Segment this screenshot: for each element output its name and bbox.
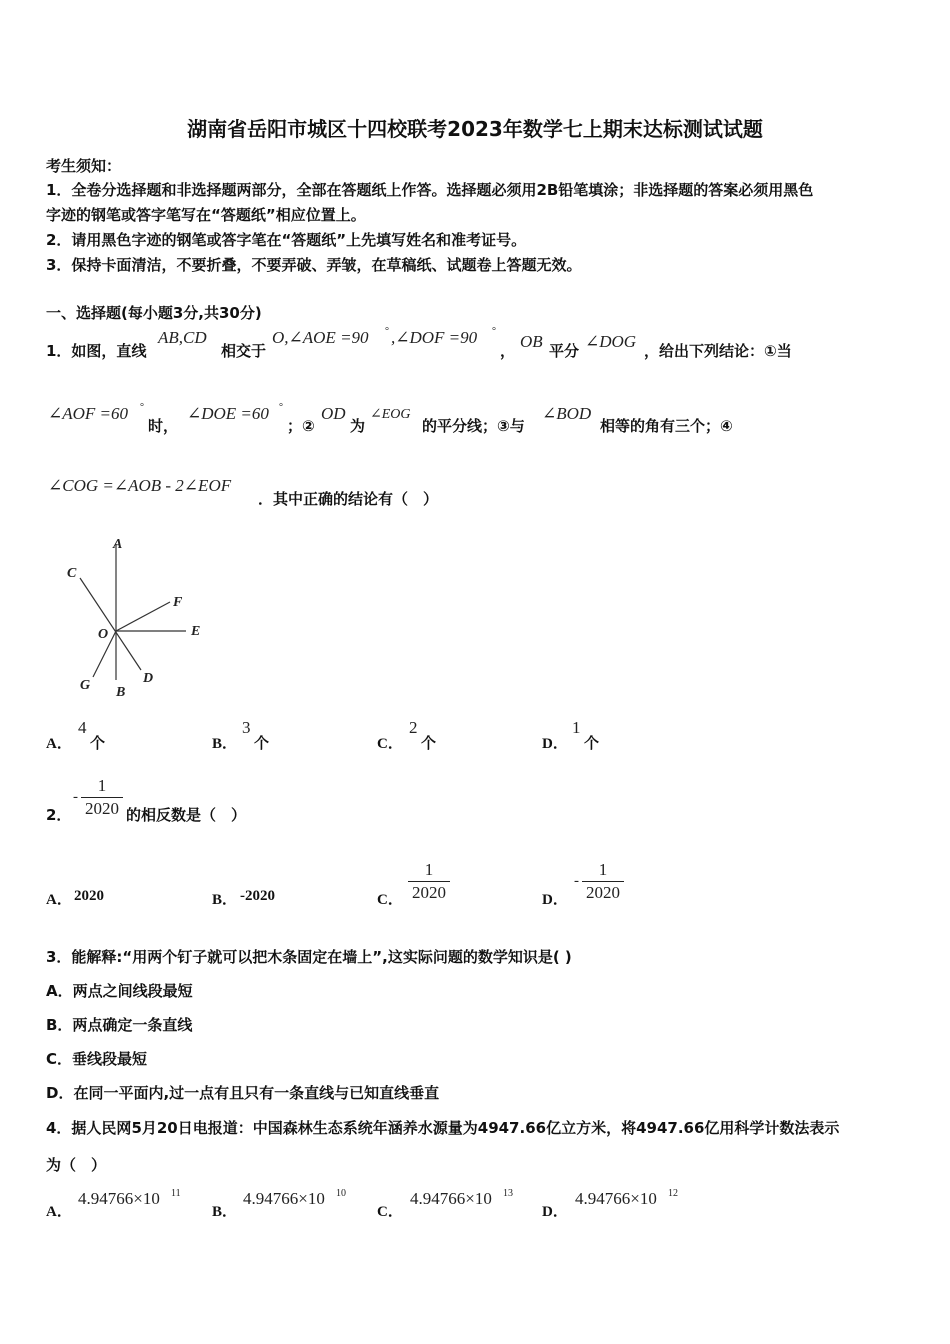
q1-text-correct: ．其中正确的结论有（ ） — [258, 490, 439, 508]
q4-option-d-exponent: 12 — [668, 1188, 678, 1199]
q1-text-bisector: 的平分线；③与 — [422, 417, 525, 435]
q4-option-d-base: 4.94766×10 — [575, 1189, 657, 1208]
q2-number: 2． — [46, 806, 72, 824]
ray-of — [116, 602, 170, 631]
figure-label-b: B — [116, 685, 126, 700]
q1-math-bod: ∠BOD — [542, 404, 592, 423]
q1-text-when: 时， — [148, 417, 179, 435]
line-cd — [80, 578, 141, 670]
q4-option-a-base: 4.94766×10 — [78, 1189, 160, 1208]
q1-text-given: ，给出下列结论：①当 — [644, 342, 792, 360]
q1-option-a-value: 4 — [78, 718, 87, 737]
q4-option-c-exponent: 13 — [503, 1188, 513, 1199]
q3-option-d: D．在同一平面内,过一点有且只有一条直线与已知直线垂直 — [46, 1084, 440, 1102]
q4-option-a-exponent: 11 — [171, 1188, 181, 1199]
q1-degree-2: ° — [492, 326, 496, 337]
q4-option-d-label: D． — [542, 1204, 568, 1220]
section-heading: 一、选择题(每小题3分,共30分) — [46, 304, 262, 322]
q1-math-ob: OB — [520, 332, 543, 351]
q3-stem: 3．能解释:“用两个钉子就可以把木条固定在墙上”,这实际问题的数学知识是( ) — [46, 948, 572, 966]
q4-stem-line-2: 为（ ） — [46, 1156, 107, 1174]
q1-math-eog: ∠EOG — [370, 407, 411, 422]
q2-text: 的相反数是（ ） — [126, 806, 247, 824]
notice-line-3: 3．保持卡面清洁，不要折叠，不要弄破、弄皱，在草稿纸、试题卷上答题无效。 — [46, 256, 582, 274]
q1-text-is: 为 — [350, 417, 366, 435]
q2-option-c-denominator: 2020 — [412, 883, 446, 902]
q2-option-a-value: 2020 — [74, 888, 104, 904]
q2-option-d-fraction — [582, 860, 624, 903]
q1-option-c-unit: 个 — [421, 734, 437, 752]
q4-option-c-base: 4.94766×10 — [410, 1189, 492, 1208]
q2-minus: - — [73, 789, 78, 805]
figure-label-c: C — [67, 566, 77, 581]
notice-line-1b: 字迹的钢笔或答字笔写在“答题纸”相应位置上。 — [46, 206, 366, 224]
q1-option-c-label: C． — [377, 736, 403, 752]
q3-option-a: A．两点之间线段最短 — [46, 982, 193, 1000]
q1-option-b-label: B． — [212, 736, 238, 752]
q2-option-d-minus: - — [574, 873, 579, 889]
q1-option-a-unit: 个 — [90, 734, 106, 752]
q2-option-b-label: B． — [212, 892, 238, 908]
q1-math-ab-cd: AB,CD — [158, 328, 207, 347]
q1-math-dof: ,∠DOF =90 — [391, 328, 478, 347]
q4-option-b-exponent: 10 — [336, 1188, 346, 1199]
notice-heading: 考生须知： — [46, 157, 122, 175]
figure-label-g: G — [80, 678, 91, 693]
q2-option-c-numerator: 1 — [424, 860, 434, 879]
q4-option-b-base: 4.94766×10 — [243, 1189, 325, 1208]
q1-option-a-label: A． — [46, 736, 72, 752]
q2-option-d-denominator: 2020 — [586, 883, 620, 902]
q3-option-c: C．垂线段最短 — [46, 1050, 148, 1068]
figure-label-e: E — [191, 624, 201, 639]
q1-option-d-value: 1 — [572, 718, 581, 737]
q2-option-c-label: C． — [377, 892, 403, 908]
q1-degree-4: ° — [279, 402, 283, 413]
q2-fraction-numerator: 1 — [97, 776, 107, 795]
notice-line-1a: 1．全卷分选择题和非选择题两部分，全部在答题纸上作答。选择题必须用2B铅笔填涂；非选择题的答案必须用黑色 — [46, 181, 814, 199]
q1-math-aof: ∠AOF =60 — [48, 404, 129, 423]
q2-option-d-numerator: 1 — [598, 860, 608, 879]
q4-option-b-label: B． — [212, 1204, 238, 1220]
q1-text-c2: ；② — [287, 417, 315, 435]
q1-text-intersect: 相交于 — [221, 342, 267, 360]
q1-math-doe: ∠DOE =60 — [187, 404, 269, 423]
q1-math-cog: ∠COG =∠AOB - 2∠EOF — [48, 476, 232, 495]
q2-option-d-label: D． — [542, 892, 568, 908]
figure-label-o: O — [98, 627, 109, 642]
q1-text-bisect: 平分 — [549, 342, 580, 360]
q2-option-d-bar — [582, 881, 624, 882]
notice-line-2: 2．请用黑色字迹的钢笔或答字笔在“答题纸”上先填写姓名和准考证号。 — [46, 231, 527, 249]
q2-fraction-bar — [81, 797, 123, 798]
q1-option-c-value: 2 — [409, 718, 418, 737]
q2-option-b-value: -2020 — [240, 888, 275, 904]
q4-stem-line-1: 4．据人民网5月20日电报道：中国森林生态系统年涵养水源量为4947.66亿立方米，将4947.66亿用科学计数法表示 — [46, 1119, 840, 1137]
q4-option-a-label: A． — [46, 1204, 72, 1220]
figure-label-a: A — [113, 537, 123, 552]
q2-option-c-fraction — [408, 860, 450, 903]
q2-fraction — [81, 776, 123, 819]
figure-label-d: D — [143, 671, 154, 686]
q2-option-c-bar — [408, 881, 450, 882]
q4-option-c-label: C． — [377, 1204, 403, 1220]
page-title: 湖南省岳阳市城区十四校联考2023年数学七上期末达标测试试题 — [187, 117, 763, 141]
q1-option-d-unit: 个 — [584, 734, 600, 752]
q1-degree-1: ° — [385, 326, 389, 337]
q1-comma: ， — [500, 342, 516, 360]
q1-option-b-value: 3 — [242, 718, 251, 737]
q2-option-a-label: A． — [46, 892, 72, 908]
q1-option-d-label: D． — [542, 736, 568, 752]
q1-option-b-unit: 个 — [254, 734, 270, 752]
q1-math-aoe: O,∠AOE =90 — [272, 328, 369, 347]
q3-option-b: B．两点确定一条直线 — [46, 1016, 193, 1034]
q1-math-od: OD — [321, 404, 346, 423]
q1-math-dog: ∠DOG — [585, 332, 637, 351]
figure-label-f: F — [173, 595, 183, 610]
q1-degree-3: ° — [140, 402, 144, 413]
q1-figure — [56, 530, 226, 702]
q1-text-equal: 相等的角有三个；④ — [600, 417, 733, 435]
q1-prefix: 1．如图，直线 — [46, 342, 147, 360]
q2-fraction-denominator: 2020 — [85, 799, 119, 818]
